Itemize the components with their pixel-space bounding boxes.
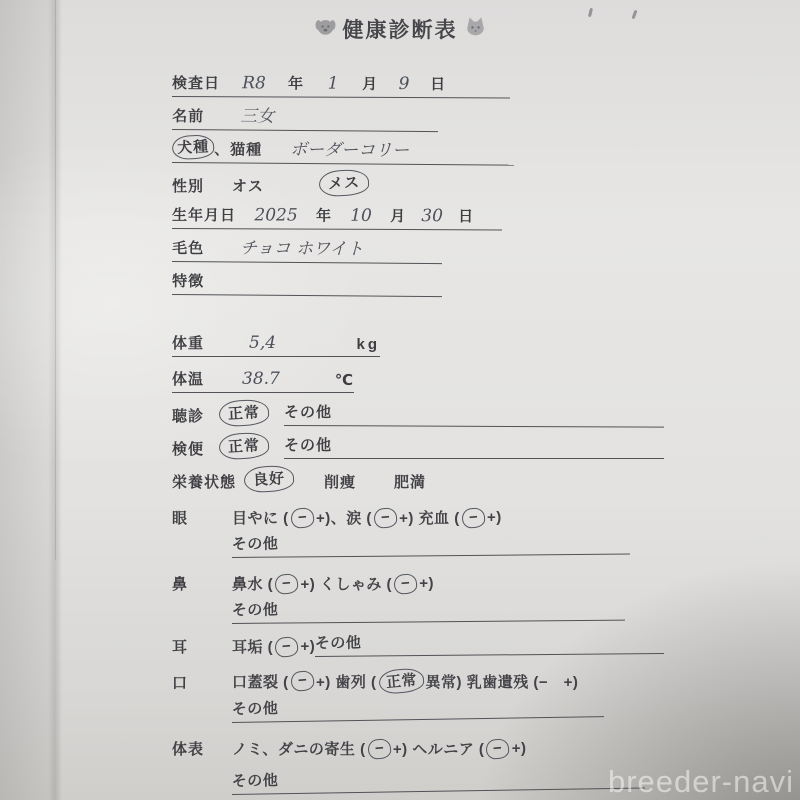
finding-text: 耳垢 ( (232, 639, 274, 656)
coat-color-label: 毛色 (172, 240, 205, 258)
birthdate-year-value: 2025 (254, 205, 298, 226)
circled-mark: − (367, 738, 392, 760)
circled-mark: 正常 (378, 667, 425, 695)
ears-findings (232, 636, 315, 657)
exam-date-month-value: 1 (327, 73, 339, 94)
paper-edge-crease (55, 0, 56, 560)
field-mouth (172, 657, 664, 693)
weight-label: 体重 (172, 335, 205, 352)
field-weight (172, 321, 664, 357)
eyes-other-label: その他 (231, 535, 279, 554)
field-ears (172, 624, 664, 657)
sex-option-male: オス (232, 178, 264, 195)
dog-breed-label-circled: 犬種 (172, 134, 215, 160)
year-unit-label: 年 (316, 207, 333, 225)
finding-text: 鼻水 ( (232, 576, 274, 593)
birthdate-label: 生年月日 (172, 207, 237, 225)
day-unit-label: 日 (458, 208, 475, 226)
features-label: 特徴 (172, 273, 205, 291)
breed-comma: 、 (214, 141, 231, 159)
circled-mark: − (486, 738, 511, 760)
temperature-value: 38.7 (242, 369, 280, 389)
nutrition-good-circled: 良好 (243, 465, 294, 494)
field-stool-exam (172, 426, 664, 459)
coat-color-value: チョコ ホワイト (240, 238, 364, 260)
auscultation-other-label: その他 (284, 404, 333, 422)
field-birthdate (172, 196, 664, 229)
mouth-label: 口 (172, 675, 189, 692)
exam-date-label: 検査日 (172, 75, 221, 93)
page-title: 健康診断表 (342, 19, 458, 42)
exam-date-day-value: 9 (398, 73, 410, 95)
nutrition-emaciated: 削痩 (324, 474, 357, 491)
field-nose (172, 558, 664, 594)
field-nose-other (172, 594, 664, 624)
finding-text: +) 歯列 ( (315, 673, 377, 691)
body-surface-findings (232, 738, 526, 759)
finding-text: +) ヘルニア ( (392, 741, 485, 758)
mouth-findings (232, 669, 578, 693)
name-value: 三女 (240, 106, 275, 127)
month-unit-label: 月 (362, 75, 379, 93)
eyes-findings (232, 507, 502, 528)
finding-text: +) くしゃみ ( (300, 576, 393, 593)
finding-text: +) (419, 575, 435, 592)
field-exam-date (172, 64, 664, 97)
field-name (172, 97, 664, 130)
finding-text: +) 充血 ( (399, 510, 460, 527)
circled-mark: − (461, 507, 486, 529)
auscultation-label: 聴診 (172, 408, 205, 425)
auscultation-normal-circled: 正常 (218, 399, 269, 428)
finding-text: +) (300, 638, 316, 655)
field-breed (172, 130, 664, 163)
name-label: 名前 (172, 108, 205, 126)
cat-breed-label: 猫種 (230, 141, 263, 159)
field-auscultation (172, 393, 664, 426)
field-body-surface-other (172, 759, 664, 795)
watermark: breeder-navi (607, 764, 794, 799)
birthdate-day-value: 30 (421, 206, 443, 227)
month-unit-label: 月 (390, 207, 407, 226)
field-coat-color (172, 229, 664, 262)
stool-exam-label: 検便 (172, 441, 205, 458)
eyes-label: 眼 (172, 510, 189, 527)
nutrition-obese: 肥満 (394, 474, 427, 491)
circled-mark: − (393, 573, 418, 595)
dog-face-icon (314, 15, 337, 43)
weight-unit-label: kg (356, 336, 380, 353)
field-features (172, 262, 664, 295)
cat-face-icon (464, 15, 487, 43)
mouth-other-label: その他 (231, 700, 279, 719)
section-gap (172, 295, 664, 321)
ears-label: 耳 (172, 639, 189, 656)
exam-date-era-value: R8 (242, 73, 266, 94)
ears-other-label: その他 (315, 634, 362, 653)
circled-mark: − (290, 670, 315, 692)
finding-text: 目やに ( (232, 510, 289, 527)
circled-mark: − (274, 636, 299, 658)
year-unit-label: 年 (288, 75, 305, 93)
day-unit-label: 日 (430, 76, 447, 94)
field-eyes-other (172, 528, 664, 558)
circled-mark: − (290, 507, 315, 529)
stool-exam-other-label: その他 (284, 437, 333, 454)
finding-text: +) (511, 740, 527, 757)
nutrition-label: 栄養状態 (172, 474, 237, 491)
finding-text: 異常) 乳歯遺残 (− +) (425, 673, 579, 691)
stool-exam-normal-circled: 正常 (218, 432, 269, 461)
field-sex (172, 163, 664, 196)
body-surface-label: 体表 (172, 741, 205, 758)
finding-text: +)、涙 ( (315, 510, 372, 527)
nose-other-label: その他 (231, 601, 279, 620)
sex-label: 性別 (172, 178, 205, 195)
temperature-label: 体温 (172, 371, 205, 388)
birthdate-month-value: 10 (350, 205, 372, 226)
field-body-surface (172, 723, 664, 759)
finding-text: 口蓋裂 ( (232, 673, 289, 691)
circled-mark: − (373, 507, 398, 529)
temperature-unit-label: ℃ (334, 372, 354, 389)
field-eyes (172, 492, 664, 528)
finding-text: ノミ、ダニの寄生 ( (232, 741, 366, 758)
field-mouth-other (172, 693, 664, 723)
breed-value: ボーダーコリー (290, 139, 410, 161)
nose-findings (232, 573, 434, 594)
weight-value: 5,4 (249, 333, 277, 353)
form-title-bar (0, 14, 800, 44)
field-temperature (172, 357, 664, 393)
health-check-form (172, 64, 664, 795)
body-surface-other-label: その他 (231, 772, 279, 791)
circled-mark: − (274, 573, 299, 595)
nose-label: 鼻 (172, 576, 189, 593)
finding-text: +) (486, 509, 502, 526)
sex-option-female-circled: メス (318, 169, 369, 198)
field-nutrition (172, 459, 664, 492)
